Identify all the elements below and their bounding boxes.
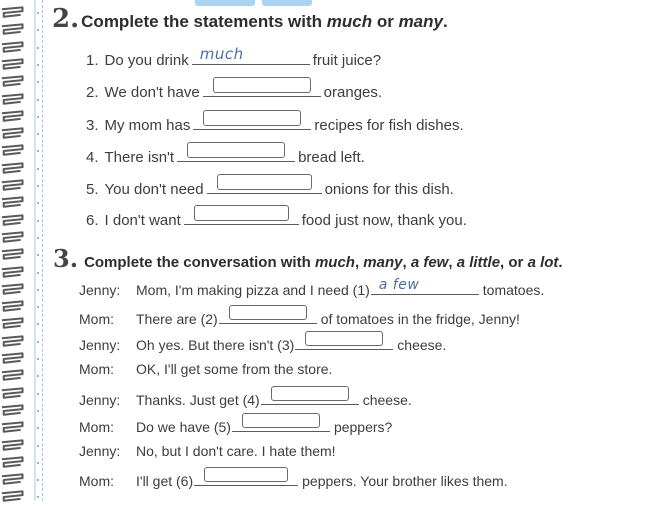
binding-hole bbox=[37, 496, 39, 498]
spiral-coil bbox=[0, 402, 30, 420]
binding-hole bbox=[37, 375, 39, 377]
answer-blank[interactable] bbox=[371, 279, 479, 295]
statement-item bbox=[86, 177, 454, 198]
line-text-before: I'll get (6) bbox=[136, 473, 194, 489]
conversation-line bbox=[79, 308, 520, 327]
answer-box[interactable] bbox=[194, 205, 289, 221]
spiral-coil bbox=[0, 471, 30, 489]
spiral-coil bbox=[0, 246, 30, 264]
item-text-after: bread left. bbox=[298, 149, 365, 166]
line-text-after: cheese. bbox=[362, 392, 412, 408]
binding-hole bbox=[37, 81, 39, 83]
item-number: 4. bbox=[86, 149, 99, 166]
binding-edge bbox=[34, 0, 36, 501]
answer-box[interactable] bbox=[187, 142, 285, 158]
spiral-coil bbox=[0, 264, 30, 282]
statement-item bbox=[86, 45, 382, 69]
binding-hole bbox=[37, 47, 39, 49]
line-text-before: OK, I'll get some from the store. bbox=[136, 361, 333, 377]
binding-hole bbox=[37, 323, 39, 325]
item-text-after: food just now, thank you. bbox=[301, 212, 467, 229]
spiral-coil bbox=[0, 177, 30, 195]
binding-hole bbox=[37, 116, 39, 118]
item-text-before: We don't have bbox=[104, 84, 200, 101]
spiral-coil bbox=[0, 367, 30, 385]
answer-box[interactable] bbox=[204, 467, 288, 482]
binding-hole bbox=[37, 64, 39, 66]
spiral-binding bbox=[0, 0, 44, 501]
line-text-before: Do we have (5) bbox=[136, 419, 231, 435]
exercise-number: 2. bbox=[52, 4, 80, 34]
spiral-coil bbox=[0, 298, 30, 316]
item-text-after: onions for this dish. bbox=[324, 181, 454, 198]
binding-hole bbox=[37, 289, 39, 291]
exercise-2-header bbox=[52, 4, 448, 34]
speaker-name: Mom: bbox=[79, 311, 114, 327]
item-number: 1. bbox=[86, 52, 99, 69]
binding-hole bbox=[37, 168, 39, 170]
conversation-line bbox=[79, 279, 544, 298]
answer-blank[interactable] bbox=[219, 308, 317, 324]
exercise-number: 3. bbox=[53, 244, 79, 273]
binding-hole bbox=[37, 150, 39, 152]
handwritten-answer: much bbox=[199, 45, 244, 63]
binding-hole bbox=[37, 220, 39, 222]
line-text-after: of tomatoes in the fridge, Jenny! bbox=[320, 311, 520, 327]
conversation-line bbox=[79, 389, 412, 408]
line-text-after: peppers? bbox=[333, 419, 393, 435]
spiral-coil bbox=[0, 4, 30, 22]
spiral-coil bbox=[0, 21, 30, 39]
spiral-coil bbox=[0, 333, 30, 351]
binding-hole bbox=[37, 427, 39, 429]
spiral-coil bbox=[0, 56, 30, 74]
binding-hole bbox=[37, 358, 39, 360]
item-number: 2. bbox=[86, 84, 99, 101]
speaker-name: Jenny: bbox=[79, 443, 121, 459]
conversation-line bbox=[79, 416, 392, 435]
binding-hole bbox=[37, 479, 39, 481]
handwritten-answer: a few bbox=[378, 277, 420, 293]
answer-blank[interactable] bbox=[194, 470, 298, 486]
answer-blank[interactable] bbox=[261, 389, 359, 405]
spiral-coil bbox=[0, 194, 30, 212]
spiral-coil bbox=[0, 229, 30, 247]
line-text-before: There are (2) bbox=[136, 311, 218, 327]
line-text-before: No, but I don't care. I hate them! bbox=[136, 443, 336, 459]
spiral-coil bbox=[0, 454, 30, 472]
spiral-coil bbox=[0, 419, 30, 437]
item-text-before: I don't want bbox=[104, 212, 181, 229]
binding-hole bbox=[37, 185, 39, 187]
answer-blank[interactable] bbox=[295, 334, 393, 350]
speaker-name: Mom: bbox=[79, 473, 114, 489]
conversation-line bbox=[79, 334, 446, 353]
answer-box[interactable] bbox=[242, 413, 320, 428]
conversation-line bbox=[79, 443, 336, 459]
item-number: 6. bbox=[86, 212, 99, 229]
exercise-3-header bbox=[53, 244, 563, 273]
line-text-before: Thanks. Just get (4) bbox=[136, 392, 260, 408]
statement-item bbox=[86, 145, 365, 166]
spiral-coil bbox=[0, 437, 30, 455]
spiral-coil bbox=[0, 73, 30, 91]
binding-hole bbox=[37, 462, 39, 464]
spiral-coil bbox=[0, 91, 30, 109]
answer-box[interactable] bbox=[217, 174, 312, 190]
exercise-title: Complete the conversation with much, many, a few, a little, or a lot. bbox=[84, 254, 563, 271]
statement-item bbox=[86, 80, 382, 101]
spiral-coil bbox=[0, 108, 30, 126]
spiral-coil bbox=[0, 39, 30, 57]
answer-blank[interactable] bbox=[203, 80, 321, 97]
item-text-after: fruit juice? bbox=[312, 52, 382, 69]
speaker-name: Mom: bbox=[79, 361, 114, 377]
line-text-before: Mom, I'm making pizza and I need (1) bbox=[136, 282, 370, 298]
statement-item bbox=[86, 113, 464, 134]
binding-hole bbox=[37, 272, 39, 274]
line-text-after: cheese. bbox=[397, 337, 447, 353]
speaker-name: Jenny: bbox=[79, 392, 121, 408]
binding-hole bbox=[37, 12, 39, 14]
spiral-coil bbox=[0, 125, 30, 143]
spiral-coil bbox=[0, 160, 30, 178]
spiral-coil bbox=[0, 212, 30, 230]
binding-margin-line bbox=[42, 0, 44, 501]
binding-hole bbox=[37, 254, 39, 256]
line-text-before: Oh yes. But there isn't (3) bbox=[136, 337, 295, 353]
conversation-line bbox=[79, 470, 508, 489]
speaker-name: Jenny: bbox=[79, 282, 121, 298]
binding-hole bbox=[37, 410, 39, 412]
speaker-name: Mom: bbox=[79, 419, 114, 435]
binding-hole bbox=[37, 306, 39, 308]
item-text-after: recipes for fish dishes. bbox=[314, 117, 464, 134]
item-number: 5. bbox=[86, 181, 99, 198]
spiral-coil bbox=[0, 315, 30, 333]
binding-hole bbox=[37, 237, 39, 239]
statement-item bbox=[86, 208, 467, 229]
binding-hole bbox=[37, 341, 39, 343]
answer-blank[interactable] bbox=[192, 45, 310, 65]
answer-blank[interactable] bbox=[232, 416, 330, 432]
item-text-before: Do you drink bbox=[104, 52, 189, 69]
answer-box[interactable] bbox=[229, 305, 307, 320]
spiral-coil bbox=[0, 350, 30, 368]
binding-hole bbox=[37, 133, 39, 135]
answer-box[interactable] bbox=[213, 77, 311, 93]
line-text-after: tomatoes. bbox=[482, 282, 545, 298]
answer-blank[interactable] bbox=[207, 177, 322, 194]
exercise-title: Complete the statements with much or many. bbox=[81, 12, 448, 31]
item-text-after: oranges. bbox=[323, 84, 383, 101]
conversation-line bbox=[79, 361, 332, 377]
binding-hole bbox=[37, 29, 39, 31]
item-text-before: My mom has bbox=[104, 117, 191, 134]
speaker-name: Jenny: bbox=[79, 337, 121, 353]
answer-box[interactable] bbox=[271, 386, 349, 401]
binding-hole bbox=[37, 445, 39, 447]
spiral-coil bbox=[0, 281, 30, 299]
item-number: 3. bbox=[86, 117, 99, 134]
item-text-before: You don't need bbox=[104, 181, 204, 198]
spiral-coil bbox=[0, 385, 30, 403]
binding-hole bbox=[37, 393, 39, 395]
answer-blank[interactable] bbox=[177, 145, 295, 162]
answer-box[interactable] bbox=[203, 110, 301, 126]
binding-hole bbox=[37, 202, 39, 204]
line-text-after: peppers. Your brother likes them. bbox=[302, 473, 508, 489]
answer-blank[interactable] bbox=[184, 208, 299, 225]
binding-hole bbox=[37, 99, 39, 101]
spiral-coil bbox=[0, 488, 30, 506]
item-text-before: There isn't bbox=[104, 149, 175, 166]
spiral-coil bbox=[0, 142, 30, 160]
answer-box[interactable] bbox=[305, 331, 383, 346]
answer-blank[interactable] bbox=[193, 113, 311, 130]
